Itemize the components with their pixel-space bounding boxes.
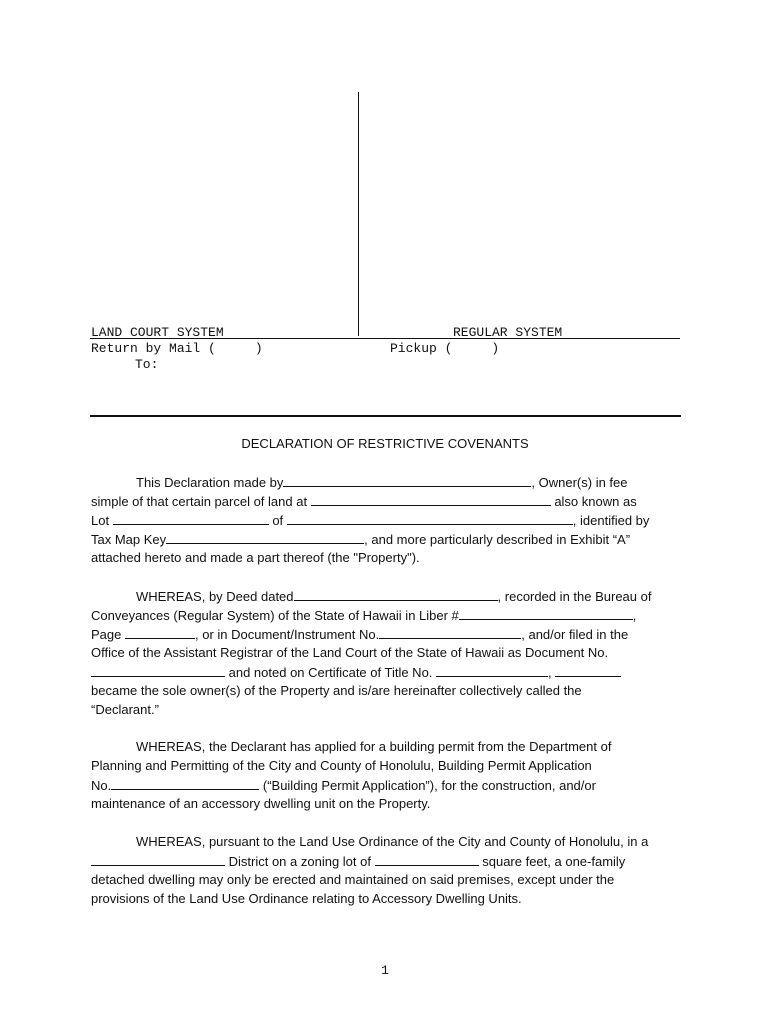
certificate-extra-blank[interactable] (555, 664, 621, 677)
lot-square-feet-blank[interactable] (375, 853, 479, 866)
header-separator (90, 415, 681, 417)
p3-line-2: Planning and Permitting of the City and County of Honolulu, Building Permit Application (91, 758, 592, 773)
page-number-blank[interactable] (125, 626, 195, 639)
p2-line-4: Office of the Assistant Registrar of the Land Court of the State of Hawaii as Document No. (91, 645, 609, 660)
p1-line-5: attached hereto and made a part thereof (the "Property"). (91, 550, 420, 565)
land-court-system-label: LAND COURT SYSTEM (91, 325, 224, 340)
recording-box-divider (358, 92, 359, 336)
p4-line-1: WHEREAS, pursuant to the Land Use Ordinance of the City and County of Honolulu, in a (136, 834, 649, 849)
to-label: To: (135, 357, 159, 372)
parcel-location-blank[interactable] (311, 493, 551, 506)
p2-line-5: and noted on Certificate of Title No. , (91, 664, 621, 680)
p1-line-1: This Declaration made by , Owner(s) in fee (136, 475, 628, 490)
p2-line-2: Conveyances (Regular System) of the State of Hawaii in Liber # , (91, 608, 637, 623)
p4-line-4: provisions of the Land Use Ordinance relating to Accessory Dwelling Units. (91, 891, 522, 906)
p3-line-1: WHEREAS, the Declarant has applied for a building permit from the Department of (136, 739, 612, 754)
p4-line-2: District on a zoning lot of square feet, a one-family (91, 853, 625, 869)
owner-name-blank[interactable] (283, 474, 531, 487)
building-permit-number-blank[interactable] (111, 777, 259, 790)
p4-line-3: detached dwelling may only be erected and maintained on said premises, except under the (91, 872, 615, 887)
p2-line-1: WHEREAS, by Deed dated , recorded in the Bureau of (136, 589, 652, 604)
regular-system-label: REGULAR SYSTEM (453, 325, 563, 340)
p3-line-4: maintenance of an accessory dwelling unit on the Property. (91, 796, 431, 811)
p3-line-3: No. (“Building Permit Application”), for the construction, and/or (91, 778, 596, 793)
pickup-label: Pickup ( ) (390, 341, 500, 356)
p1-line-2: simple of that certain parcel of land at also known as (91, 494, 637, 509)
subdivision-blank[interactable] (287, 512, 573, 525)
page-number: 1 (381, 963, 389, 978)
liber-number-blank[interactable] (459, 607, 633, 620)
lot-number-blank[interactable] (113, 512, 269, 525)
p1-line-3: Lot of , identified by (91, 513, 650, 528)
p2-line-6: became the sole owner(s) of the Property and is/are hereinafter collectively called the (91, 683, 582, 698)
return-by-mail-label: Return by Mail ( ) (91, 341, 263, 356)
document-title: DECLARATION OF RESTRICTIVE COVENANTS (241, 436, 529, 451)
certificate-of-title-blank[interactable] (436, 664, 548, 677)
land-court-document-blank[interactable] (91, 664, 225, 677)
zoning-district-blank[interactable] (91, 853, 225, 866)
p2-line-7: “Declarant.” (91, 702, 159, 717)
p2-line-3: Page , or in Document/Instrument No. , and/or filed in the (91, 627, 629, 642)
tax-map-key-blank[interactable] (166, 531, 364, 544)
p1-line-4: Tax Map Key , and more particularly described in Exhibit “A” (91, 532, 631, 547)
document-instrument-blank[interactable] (379, 626, 521, 639)
deed-date-blank[interactable] (294, 588, 498, 601)
